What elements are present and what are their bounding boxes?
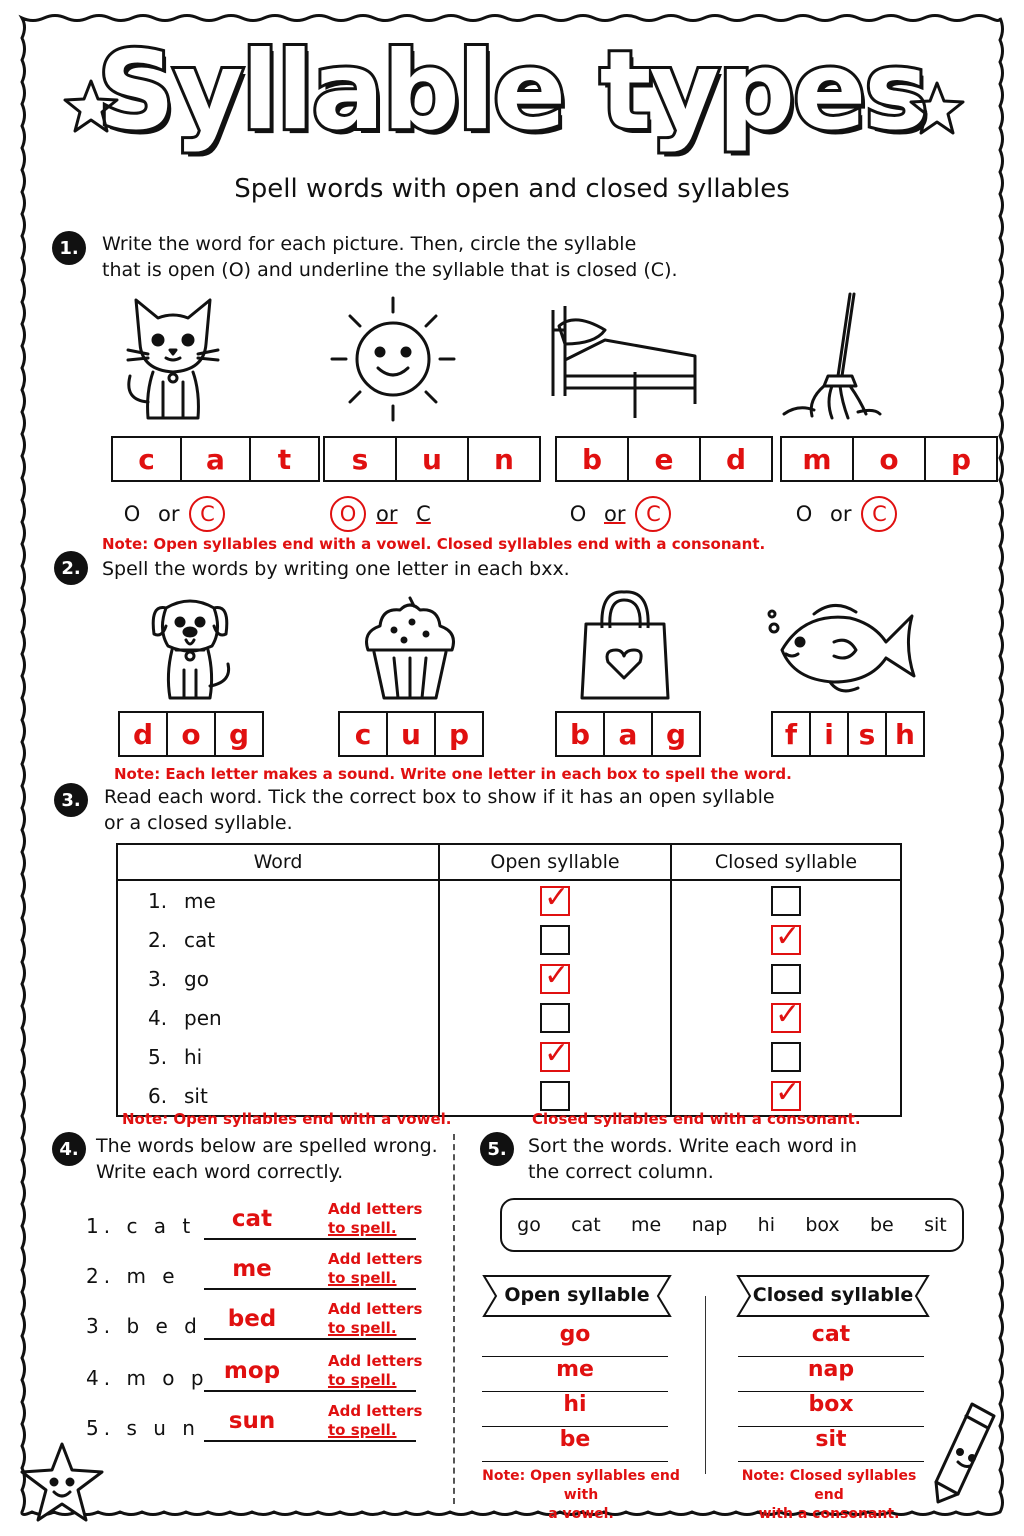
- word-bank-item[interactable]: go: [517, 1214, 541, 1236]
- letter-boxes: [118, 711, 264, 757]
- spelling-item: 5. s u n sun Add letters to spell.: [86, 1402, 423, 1440]
- cupcake-icon: [360, 594, 460, 702]
- letter-box[interactable]: b: [555, 711, 604, 757]
- open-word[interactable]: hi: [482, 1392, 668, 1427]
- fish-icon: [764, 598, 920, 698]
- row-word: hi: [184, 1044, 203, 1069]
- table-row: 1. me ✓: [117, 880, 901, 920]
- o-or-c-choice: O or C: [116, 496, 225, 532]
- section-number: 3.: [54, 783, 88, 817]
- bed-icon: [545, 300, 705, 422]
- closed-checkbox[interactable]: [771, 1003, 801, 1033]
- answer-line[interactable]: cat: [204, 1206, 416, 1240]
- spelling-item: 3. b e d bed Add letters to spell.: [86, 1300, 423, 1338]
- closed-word[interactable]: cat: [738, 1322, 924, 1357]
- word-bank: [500, 1198, 964, 1252]
- open-word[interactable]: go: [482, 1322, 668, 1357]
- open-syllable-banner: Open syllable: [482, 1274, 672, 1318]
- table-row: 3. go ✓: [117, 959, 901, 998]
- letter-box[interactable]: g: [215, 711, 264, 757]
- closed-word[interactable]: box: [738, 1392, 924, 1427]
- letter-box[interactable]: s: [848, 711, 886, 757]
- open-word[interactable]: be: [482, 1427, 668, 1462]
- section-number: 1.: [52, 231, 86, 265]
- letter-box[interactable]: p: [435, 711, 484, 757]
- closed-checkbox[interactable]: [771, 925, 801, 955]
- letter-box[interactable]: d: [700, 436, 773, 482]
- page-title: Syllable types: [97, 29, 927, 154]
- answer-line[interactable]: sun: [204, 1408, 416, 1442]
- answer-line[interactable]: mop: [204, 1358, 416, 1392]
- open-checkbox[interactable]: [540, 1081, 570, 1111]
- open-checkbox[interactable]: [540, 1003, 570, 1033]
- column-header: Open syllable: [439, 844, 671, 880]
- open-checkbox[interactable]: [540, 925, 570, 955]
- letter-boxes: [780, 436, 998, 482]
- letter-box[interactable]: u: [396, 436, 468, 482]
- choice-open[interactable]: O: [569, 502, 587, 526]
- letter-box[interactable]: h: [886, 711, 925, 757]
- row-word: go: [184, 966, 209, 991]
- section-divider: [453, 1134, 455, 1504]
- closed-checkbox[interactable]: [771, 1042, 801, 1072]
- row-word: pen: [184, 1005, 222, 1030]
- section2-instruction: Spell the words by writing one letter in each bxx.: [102, 558, 570, 580]
- letter-boxes: [771, 711, 925, 757]
- spelling-item: 4. m o p mop Add letters to spell.: [86, 1352, 423, 1390]
- word-bank-item[interactable]: box: [805, 1214, 840, 1236]
- mop-icon: [778, 290, 888, 424]
- section3-note-left: Note: Open syllables end with a vowel.: [122, 1110, 452, 1128]
- closed-checkbox[interactable]: [771, 1081, 801, 1111]
- choice-open-circled[interactable]: O: [330, 496, 366, 532]
- table-row: 2. cat ✓: [117, 920, 901, 959]
- letter-box[interactable]: o: [853, 436, 925, 482]
- open-syllable-column: [482, 1322, 668, 1462]
- word-bank-item[interactable]: be: [870, 1214, 894, 1236]
- column-divider: [705, 1296, 706, 1474]
- letter-box[interactable]: u: [387, 711, 435, 757]
- bag-icon: [578, 588, 672, 704]
- section4-instruction: The words below are spelled wrong. Write each word correctly.: [96, 1135, 438, 1183]
- letter-boxes: [111, 436, 320, 482]
- open-checkbox[interactable]: [540, 886, 570, 916]
- section2-note: Note: Each letter makes a sound. Write one letter in each box to spell the word.: [114, 765, 792, 783]
- letter-box[interactable]: c: [111, 436, 181, 482]
- choice-closed-circled[interactable]: C: [635, 496, 671, 532]
- letter-box[interactable]: f: [771, 711, 810, 757]
- word-bank-item[interactable]: cat: [571, 1214, 601, 1236]
- letter-box[interactable]: b: [555, 436, 628, 482]
- pencil-icon: [928, 1398, 1000, 1508]
- letter-box[interactable]: t: [250, 436, 320, 482]
- letter-box[interactable]: p: [925, 436, 998, 482]
- o-or-c-choice: O or C: [562, 496, 671, 532]
- word-bank-item[interactable]: hi: [757, 1214, 775, 1236]
- column-header: Closed syllable: [671, 844, 901, 880]
- syllable-table: [116, 843, 902, 1117]
- section3-instruction: Read each word. Tick the correct box to show if it has an open syllable or a closed syllable.: [104, 786, 775, 834]
- section-number: 5.: [480, 1132, 514, 1166]
- section5-instruction: Sort the words. Write each word in the correct column.: [528, 1135, 858, 1183]
- letter-box[interactable]: g: [652, 711, 701, 757]
- letter-box[interactable]: s: [323, 436, 396, 482]
- closed-word[interactable]: sit: [738, 1427, 924, 1462]
- letter-box[interactable]: c: [338, 711, 387, 757]
- choice-closed-circled[interactable]: C: [189, 496, 225, 532]
- letter-boxes: [555, 436, 773, 482]
- smiling-star-icon: [18, 1440, 106, 1526]
- open-checkbox[interactable]: [540, 964, 570, 994]
- choice-open[interactable]: O: [123, 502, 141, 526]
- section-number: 2.: [54, 551, 88, 585]
- table-row: 6. sit ✓: [117, 1076, 901, 1116]
- o-or-c-choice: O or C: [788, 496, 897, 532]
- section-number: 4.: [52, 1132, 86, 1166]
- section1-note: Note: Open syllables end with a vowel. Closed syllables end with a consonant.: [102, 535, 766, 553]
- closed-syllable-banner: Closed syllable: [736, 1274, 930, 1318]
- letter-boxes: [323, 436, 541, 482]
- closed-checkbox[interactable]: [771, 886, 801, 916]
- word-bank-item[interactable]: sit: [924, 1214, 947, 1236]
- dog-icon: [140, 590, 240, 702]
- open-word[interactable]: me: [482, 1357, 668, 1392]
- table-row: 5. hi ✓: [117, 1037, 901, 1076]
- word-bank-item[interactable]: me: [631, 1214, 662, 1236]
- word-bank-item[interactable]: nap: [691, 1214, 728, 1236]
- letter-box[interactable]: i: [810, 711, 848, 757]
- choice-closed[interactable]: C: [416, 502, 431, 526]
- open-column-note: Note: Open syllables end with a vowel.: [482, 1468, 680, 1522]
- open-checkbox[interactable]: [540, 1042, 570, 1072]
- letter-box[interactable]: m: [780, 436, 853, 482]
- letter-box[interactable]: d: [118, 711, 167, 757]
- spelling-item: 2. m e me Add letters to spell.: [86, 1250, 423, 1288]
- answer-line[interactable]: me: [204, 1256, 416, 1290]
- closed-word[interactable]: nap: [738, 1357, 924, 1392]
- letter-box[interactable]: n: [468, 436, 541, 482]
- letter-box[interactable]: a: [604, 711, 652, 757]
- answer-line[interactable]: bed: [204, 1306, 416, 1340]
- star-icon: [908, 80, 966, 138]
- section3-note-right: Closed syllables end with a consonant.: [532, 1110, 861, 1128]
- column-header: Word: [117, 844, 439, 880]
- row-word: sit: [184, 1083, 208, 1108]
- row-word: me: [184, 888, 216, 913]
- section1-instruction: Write the word for each picture. Then, circle the syllable that is open (O) and underline the syllable that is closed (C).: [102, 233, 678, 281]
- spelling-item: 1. c a t cat Add letters to spell.: [86, 1200, 423, 1238]
- letter-box[interactable]: e: [628, 436, 700, 482]
- cat-icon: [118, 292, 228, 424]
- closed-checkbox[interactable]: [771, 964, 801, 994]
- letter-boxes: [555, 711, 701, 757]
- choice-closed-circled[interactable]: C: [861, 496, 897, 532]
- letter-boxes: [338, 711, 484, 757]
- star-icon: [62, 78, 120, 136]
- letter-box[interactable]: o: [167, 711, 215, 757]
- closed-syllable-column: [738, 1322, 924, 1462]
- row-word: cat: [184, 927, 216, 952]
- letter-box[interactable]: a: [181, 436, 250, 482]
- closed-column-note: Note: Closed syllables end with a consonant.: [741, 1468, 917, 1522]
- table-row: 4. pen ✓: [117, 998, 901, 1037]
- sun-icon: [328, 294, 458, 424]
- choice-open[interactable]: O: [795, 502, 813, 526]
- o-or-c-choice: O or C: [330, 496, 439, 532]
- page-subtitle: Spell words with open and closed syllables: [234, 174, 790, 204]
